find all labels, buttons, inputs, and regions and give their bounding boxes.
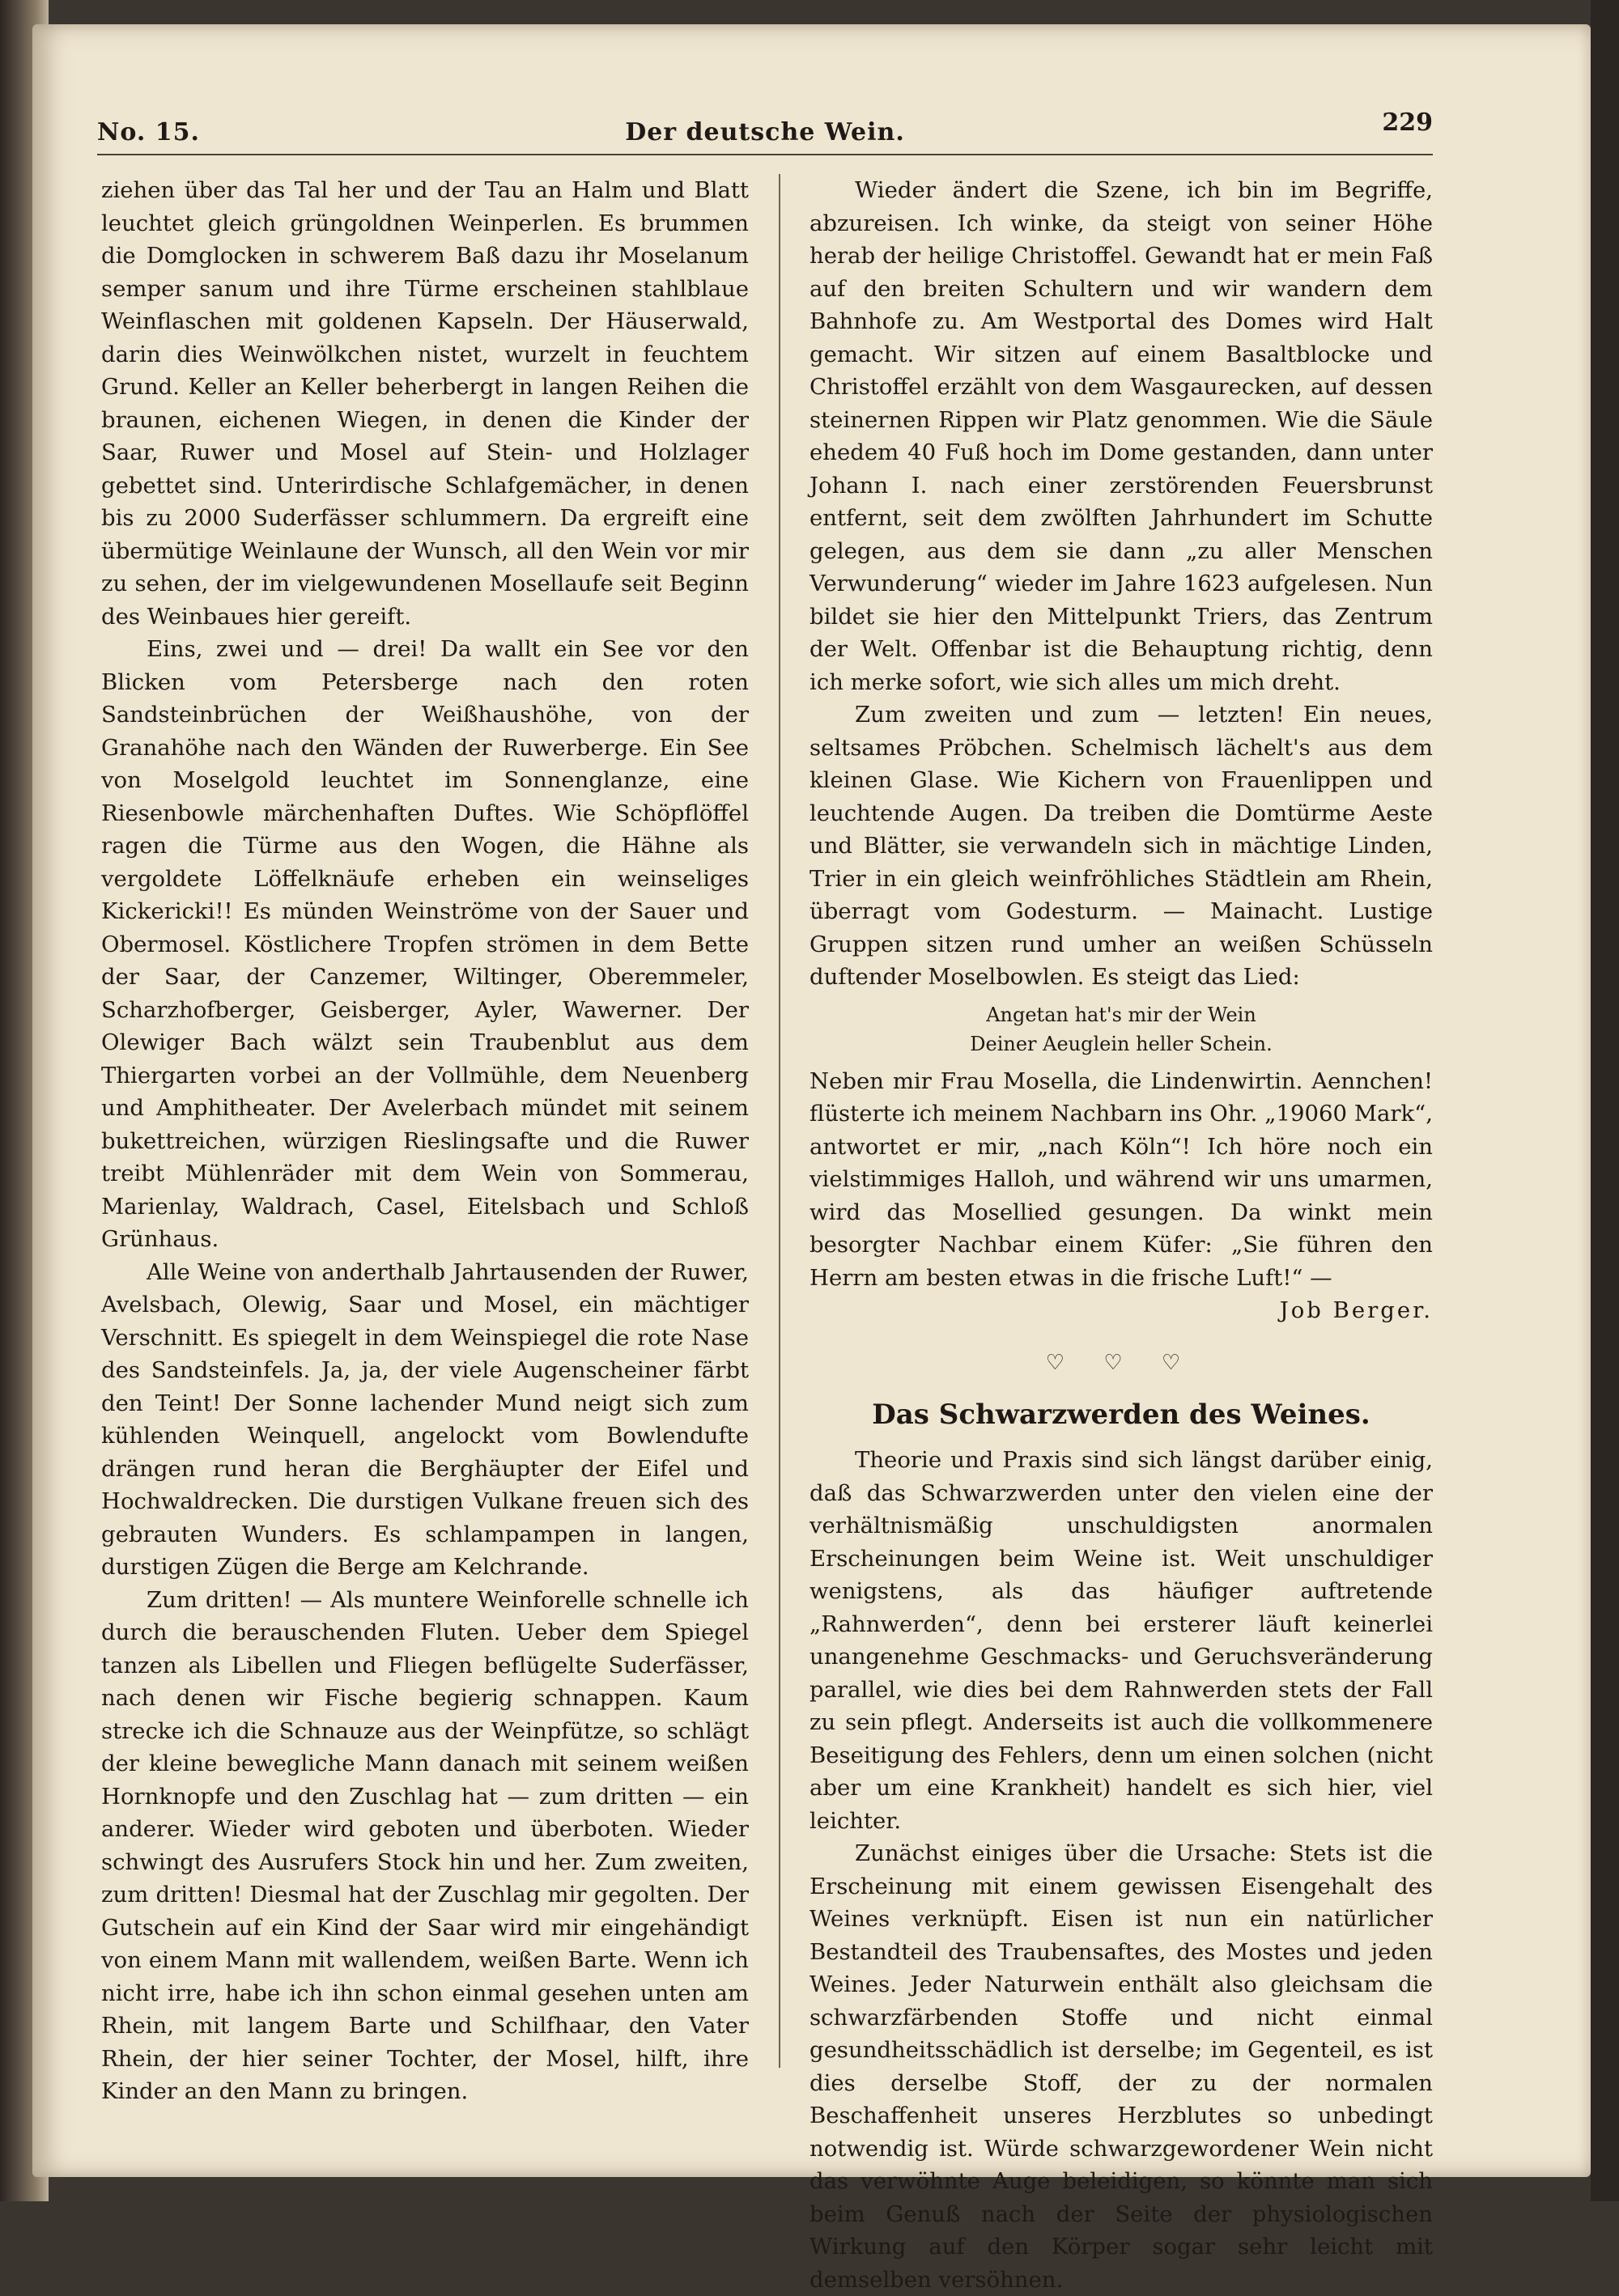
section-paragraph-1: Theorie und Praxis sind sich längst darüber einig, daß das Schwarzwerden unter den vielen eine der verhältnismäßig unschuldigsten anormalen Erscheinungen beim Weine ist. Weit unschuldiger wenigstens, als das häufiger auftretende „Rahnwerden“, denn bei ersterer läuft keinerlei unangenehme Geschmacks- und Geruchsveränderung parallel, wie dies bei dem Rahnwerden stets der Fall zu sein pflegt. Anderseits ist auch die vollkommenere Beseitigung des Fehlers, denn um einen solchen (nicht aber um eine Krankheit) handelt es sich hier, viel leichter. xyxy=(810,1447,1433,1834)
running-title: Der deutsche Wein. xyxy=(625,118,905,146)
left-paragraph-4: Zum dritten! — Als muntere Weinforelle schnelle ich durch die berauschenden Fluten. Ueber dem Spiegel tanzen als Libellen und Fliegen beflügelte Suderfässer, nach denen wir Fische begierig schnappen. Kaum strecke ich die Schnauze aus der Weinpfütze, so schlägt der kleine bewegliche Mann danach mit seinem weißen Hornknopfe und den Zuschlag hat — zum dritten — ein anderer. Wieder wird geboten und überboten. Wieder schwingt des Ausrufers Stock hin und her. Zum zweiten, zum dritten! Diesmal hat der Zuschlag mir gegolten. Der Gutschein auf ein Kind der Saar wird mir eingehändigt von einem Mann mit wallendem, weißen Barte. Wenn ich nicht irre, habe ich ihn schon einmal gesehen unten am Rhein, mit langem Barte und Schilfhaar, den Vater Rhein, der hier seiner Tochter, der Mosel, hilft, ihre Kinder an den Mann zu bringen. xyxy=(101,1586,749,2104)
section-heading: Das Schwarzwerden des Weines. xyxy=(872,1398,1370,1431)
author-signature: Job Berger. xyxy=(1279,1297,1433,1323)
left-paragraph-3: Alle Weine von anderthalb Jahrtausenden der Ruwer, Avelsbach, Olewig, Saar und Mosel, ein mächtiger Verschnitt. Es spiegelt in dem Weinspiegel die rote Nase des Sandsteinfels. Ja, ja, der viele Augenscheiner färbt den Teint! Der Sonne lachender Mund neigt sich zum kühlenden Weinquell, angelockt vom Bowlendufte drängen rund heran die Berghäupter der Eifel und Hochwaldrecken. Die durstigen Vulkane freuen sich des gebrauten Wunders. Es schlampampen in langen, durstigen Zügen die Berge am Kelchrande. xyxy=(101,1258,749,1580)
right-column xyxy=(810,174,1433,2296)
left-paragraph-1: ziehen über das Tal her und der Tau an Halm und Blatt leuchtet gleich grüngoldnen Weinperlen. Es brummen die Domglocken in schwerem Baß dazu ihr Moselanum semper sanum und ihre Türme erscheinen stahlblaue Weinflaschen mit goldenen Kapseln. Der Häuserwald, darin dies Weinwölkchen nistet, wurzelt in feuchtem Grund. Keller an Keller beherbergt in langen Reihen die braunen, eichenen Wiegen, in denen die Kinder der Saar, Ruwer und Mosel auf Stein- und Holzlager gebettet sind. Unterirdische Schlafgemächer, in denen bis zu 2000 Suderfässer schlummern. Da ergreift eine übermütige Weinlaune der Wunsch, all den Wein vor mir zu sehen, der im vielgewundenen Mosellaufe seit Beginn des Weinbaues hier gereift. xyxy=(101,177,749,630)
right-paragraph-3 xyxy=(810,1065,1433,1323)
right-paragraph-2: Zum zweiten und zum — letzten! Ein neues, seltsames Pröbchen. Schelmisch lächelt's aus dem kleinen Glase. Wie Kichern von Frauenlippen und leuchtende Augen. Da treiben die Domtürme Aeste und Blätter, sie verwandeln sich in mächtige Linden, Trier in ein gleich weinfröhliches Städtlein am Rhein, überragt vom Godesturm. — Mainacht. Lustige Gruppen sitzen rund umher an weißen Schüsseln duftender Moselbowlen. Es steigt das Lied: xyxy=(810,702,1433,990)
verse-line-1: Angetan hat's mir der Wein xyxy=(986,1003,1256,1026)
right-paragraph-1: Wieder ändert die Szene, ich bin im Begriffe, abzureisen. Ich winke, da steigt von seiner Höhe herab der heilige Christoffel. Gewandt hat er mein Faß auf den breiten Schultern und wir wandern dem Bahnhofe zu. Am Westportal des Domes wird Halt gemacht. Wir sitzen auf einem Basaltblocke und Christoffel erzählt von dem Wasgaurecken, auf dessen steinernen Rippen wir Platz genommen. Wie die Säule ehedem 40 Fuß hoch im Dome gestanden, dann unter Johann I. nach einer zerstörenden Feuersbrunst entfernt, seit dem zwölften Jahrhundert im Schutte gelegen, aus dem sie dann „zu aller Menschen Verwunderung“ wieder im Jahre 1623 aufgelesen. Nun bildet sie hier den Mittelpunkt Triers, das Zentrum der Welt. Offenbar ist die Behauptung richtig, denn ich merke sofort, wie sich alles um mich dreht. xyxy=(810,177,1433,695)
left-paragraph-2: Eins, zwei und — drei! Da wallt ein See vor den Blicken vom Petersberge nach den roten Sandsteinbrüchen der Weißhaushöhe, von der Granahöhe nach den Wänden der Ruwerberge. Ein See von Moselgold leuchtet im Sonnenglanze, eine Riesenbowle märchenhaften Duftes. Wie Schöpflöffel ragen die Türme aus den Wogen, die Hähne als vergoldete Löffelknäufe erheben ein weinseliges Kickericki!! Es münden Weinströme von der Sauer und Obermosel. Köstlichere Tropfen strömen in dem Bette der Saar, der Canzemer, Wiltinger, Oberemmeler, Scharzhofberger, Geisberger, Ayler, Wawerner. Der Olewiger Bach wälzt sein Traubenblut aus dem Thiergarten vorbei an der Vollmühle, dem Neuenberg und Amphitheater. Der Avelerbach mündet mit seinem bukettreichen, würzigen Rieslingsafte und die Ruwer treibt Mühlenräder mit dem Wein von Sommerau, Marienlay, Waldrach, Casel, Eitelsbach und Schloß Grünhaus. xyxy=(101,636,749,1252)
issue-number: No. 15. xyxy=(97,118,200,146)
page-header xyxy=(97,108,1433,155)
ornament-hearts: ♡ ♡ ♡ xyxy=(1045,1350,1197,1375)
closing-paragraph-text: Neben mir Frau Mosella, die Lindenwirtin. Aennchen! flüsterte ich meinem Nachbarn ins Ohr. „19060 Mark“, antwortet er mir, „nach Köln“! Ich höre noch ein vielstimmiges Halloh, und während wir uns umarmen, wird das Mosellied gesungen. Da winkt mein besorgter Nachbar einem Küfer: „Sie führen den Herrn am besten etwas in die frische Luft!“ — xyxy=(810,1067,1433,1291)
left-column xyxy=(101,174,749,2108)
song-verse xyxy=(810,1000,1433,1059)
section-paragraph-2: Zunächst einiges über die Ursache: Stets ist die Erscheinung mit einem gewissen Eisengehalt des Weines verknüpft. Eisen ist nun ein natürlicher Bestandteil des Traubensaftes, des Mostes und jeden Weines. Jeder Naturwein enthält also gleichsam die schwarzfärbenden Stoffe und nicht einmal gesundheitsschädlich ist derselbe; im Gegenteil, es ist dies derselbe Stoff, der zu der normalen Beschaffenheit unseres Herzblutes so unbedingt notwendig ist. Würde schwarzgewordener Wein nicht das verwöhnte Auge beleidigen, so könnte man sich beim Genuß nach der Seite der physiologischen Wirkung auf den Körper sogar sehr leicht mit demselben versöhnen. xyxy=(810,1840,1433,2293)
page-right-margin-background xyxy=(1591,0,1619,2201)
verse-line-2: Deiner Aeuglein heller Schein. xyxy=(970,1032,1273,1055)
page-number: 229 xyxy=(1382,108,1433,137)
column-divider xyxy=(779,174,780,2068)
